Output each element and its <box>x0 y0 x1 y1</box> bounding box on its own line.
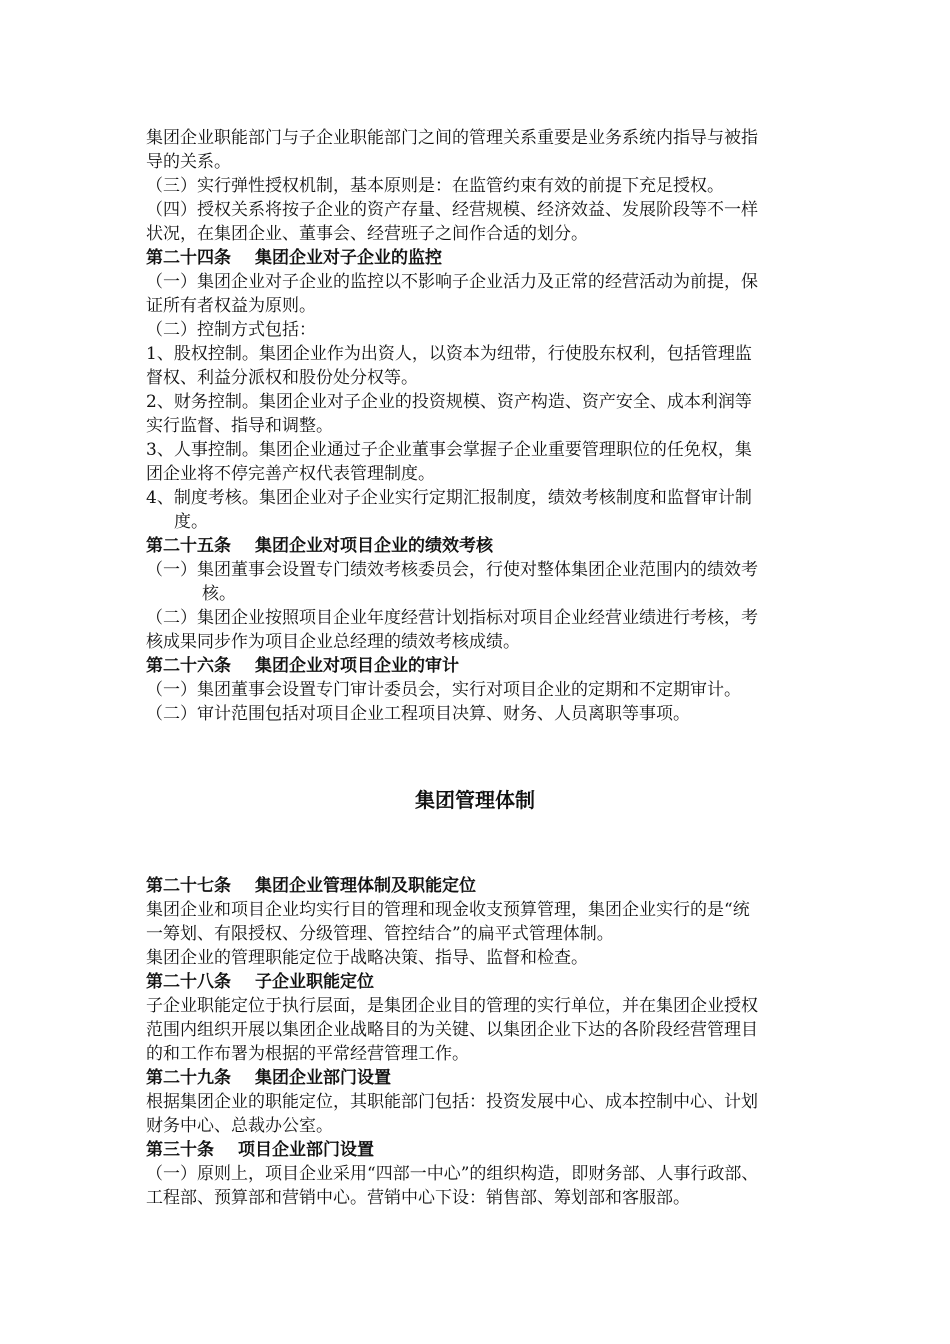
section-title: 集团管理体制 <box>415 788 535 812</box>
text-line: （一）集团董事会设置专门绩效考核委员会，行使对整体集团企业范围内的绩效考 <box>146 560 758 580</box>
text-line: （三）实行弹性授权机制，基本原则是：在监管约束有效的前提下充足授权。 <box>146 176 724 196</box>
text-line: （一）集团企业对子企业的监控以不影响子企业活力及正常的经营活动为前提，保 <box>146 272 758 292</box>
article-heading-29 <box>146 1066 846 1090</box>
text-line: 集团企业职能部门与子企业职能部门之间的管理关系重要是业务系统内指导与被指 <box>146 128 758 148</box>
text-line: （一）集团董事会设置专门审计委员会，实行对项目企业的定期和不定期审计。 <box>146 680 741 700</box>
article-heading-25 <box>146 534 846 558</box>
text-line: 财务中心、总裁办公室。 <box>146 1116 333 1136</box>
document-body-part1 <box>146 126 846 726</box>
article-title: 集团企业管理体制及职能定位 <box>255 876 476 896</box>
article-heading-28 <box>146 970 846 994</box>
text-line: 集团企业和项目企业均实行目的管理和现金收支预算管理，集团企业实行的是“统 <box>146 900 750 920</box>
text-line: 实行监督、指导和调整。 <box>146 416 333 436</box>
text-line: 团企业将不停完善产权代表管理制度。 <box>146 464 435 484</box>
text-line: 度。 <box>174 512 208 532</box>
document-body-part2 <box>146 874 846 1210</box>
text-line: 的和工作布署为根据的平常经营管理工作。 <box>146 1044 469 1064</box>
article-title: 项目企业部门设置 <box>238 1140 374 1160</box>
text-line: （二）控制方式包括： <box>146 320 316 340</box>
text-line: 4、制度考核。集团企业对子企业实行定期汇报制度，绩效考核制度和监督审计制 <box>146 488 752 508</box>
article-title: 集团企业部门设置 <box>255 1068 391 1088</box>
text-line: 核。 <box>202 584 236 604</box>
text-line: （一）原则上，项目企业采用“四部一中心”的组织构造，即财务部、人事行政部、 <box>146 1164 759 1184</box>
text-line: 一筹划、有限授权、分级管理、管控结合”的扁平式管理体制。 <box>146 924 614 944</box>
article-title: 集团企业对项目企业的绩效考核 <box>255 536 493 556</box>
article-heading-27 <box>146 874 846 898</box>
text-line: 核成果同步作为项目企业总经理的绩效考核成绩。 <box>146 632 520 652</box>
article-title: 集团企业对子企业的监控 <box>255 248 442 268</box>
text-line: 2、财务控制。集团企业对子企业的投资规模、资产构造、资产安全、成本利润等 <box>146 392 752 412</box>
text-line: 集团企业的管理职能定位于战略决策、指导、监督和检查。 <box>146 948 588 968</box>
article-title: 子企业职能定位 <box>255 972 374 992</box>
text-line: 证所有者权益为原则。 <box>146 296 316 316</box>
article-heading-24 <box>146 246 846 270</box>
text-line: （四）授权关系将按子企业的资产存量、经营规模、经济效益、发展阶段等不一样 <box>146 200 758 220</box>
text-line: 1、股权控制。集团企业作为出资人，以资本为纽带，行使股东权利，包括管理监 <box>146 344 752 364</box>
text-line: 子企业职能定位于执行层面，是集团企业目的管理的实行单位，并在集团企业授权 <box>146 996 758 1016</box>
text-line: 状况，在集团企业、董事会、经营班子之间作合适的划分。 <box>146 224 588 244</box>
article-number: 第二十六条 <box>146 656 231 676</box>
text-line: 范围内组织开展以集团企业战略目的为关键、以集团企业下达的各阶段经营管理目 <box>146 1020 758 1040</box>
article-number: 第二十五条 <box>146 536 231 556</box>
text-line: （二）审计范围包括对项目企业工程项目决算、财务、人员离职等事项。 <box>146 704 690 724</box>
text-line: 工程部、预算部和营销中心。营销中心下设：销售部、筹划部和客服部。 <box>146 1188 690 1208</box>
article-number: 第二十四条 <box>146 248 231 268</box>
article-number: 第三十条 <box>146 1140 214 1160</box>
text-line: 根据集团企业的职能定位，其职能部门包括：投资发展中心、成本控制中心、计划 <box>146 1092 758 1112</box>
article-number: 第二十八条 <box>146 972 231 992</box>
text-line: （二）集团企业按照项目企业年度经营计划指标对项目企业经营业绩进行考核，考 <box>146 608 758 628</box>
article-heading-30 <box>146 1138 846 1162</box>
article-number: 第二十七条 <box>146 876 231 896</box>
article-number: 第二十九条 <box>146 1068 231 1088</box>
article-title: 集团企业对项目企业的审计 <box>255 656 459 676</box>
text-line: 3、人事控制。集团企业通过子企业董事会掌握子企业重要管理职位的任免权，集 <box>146 440 752 460</box>
text-line: 督权、利益分派权和股份处分权等。 <box>146 368 418 388</box>
text-line: 导的关系。 <box>146 152 231 172</box>
article-heading-26 <box>146 654 846 678</box>
